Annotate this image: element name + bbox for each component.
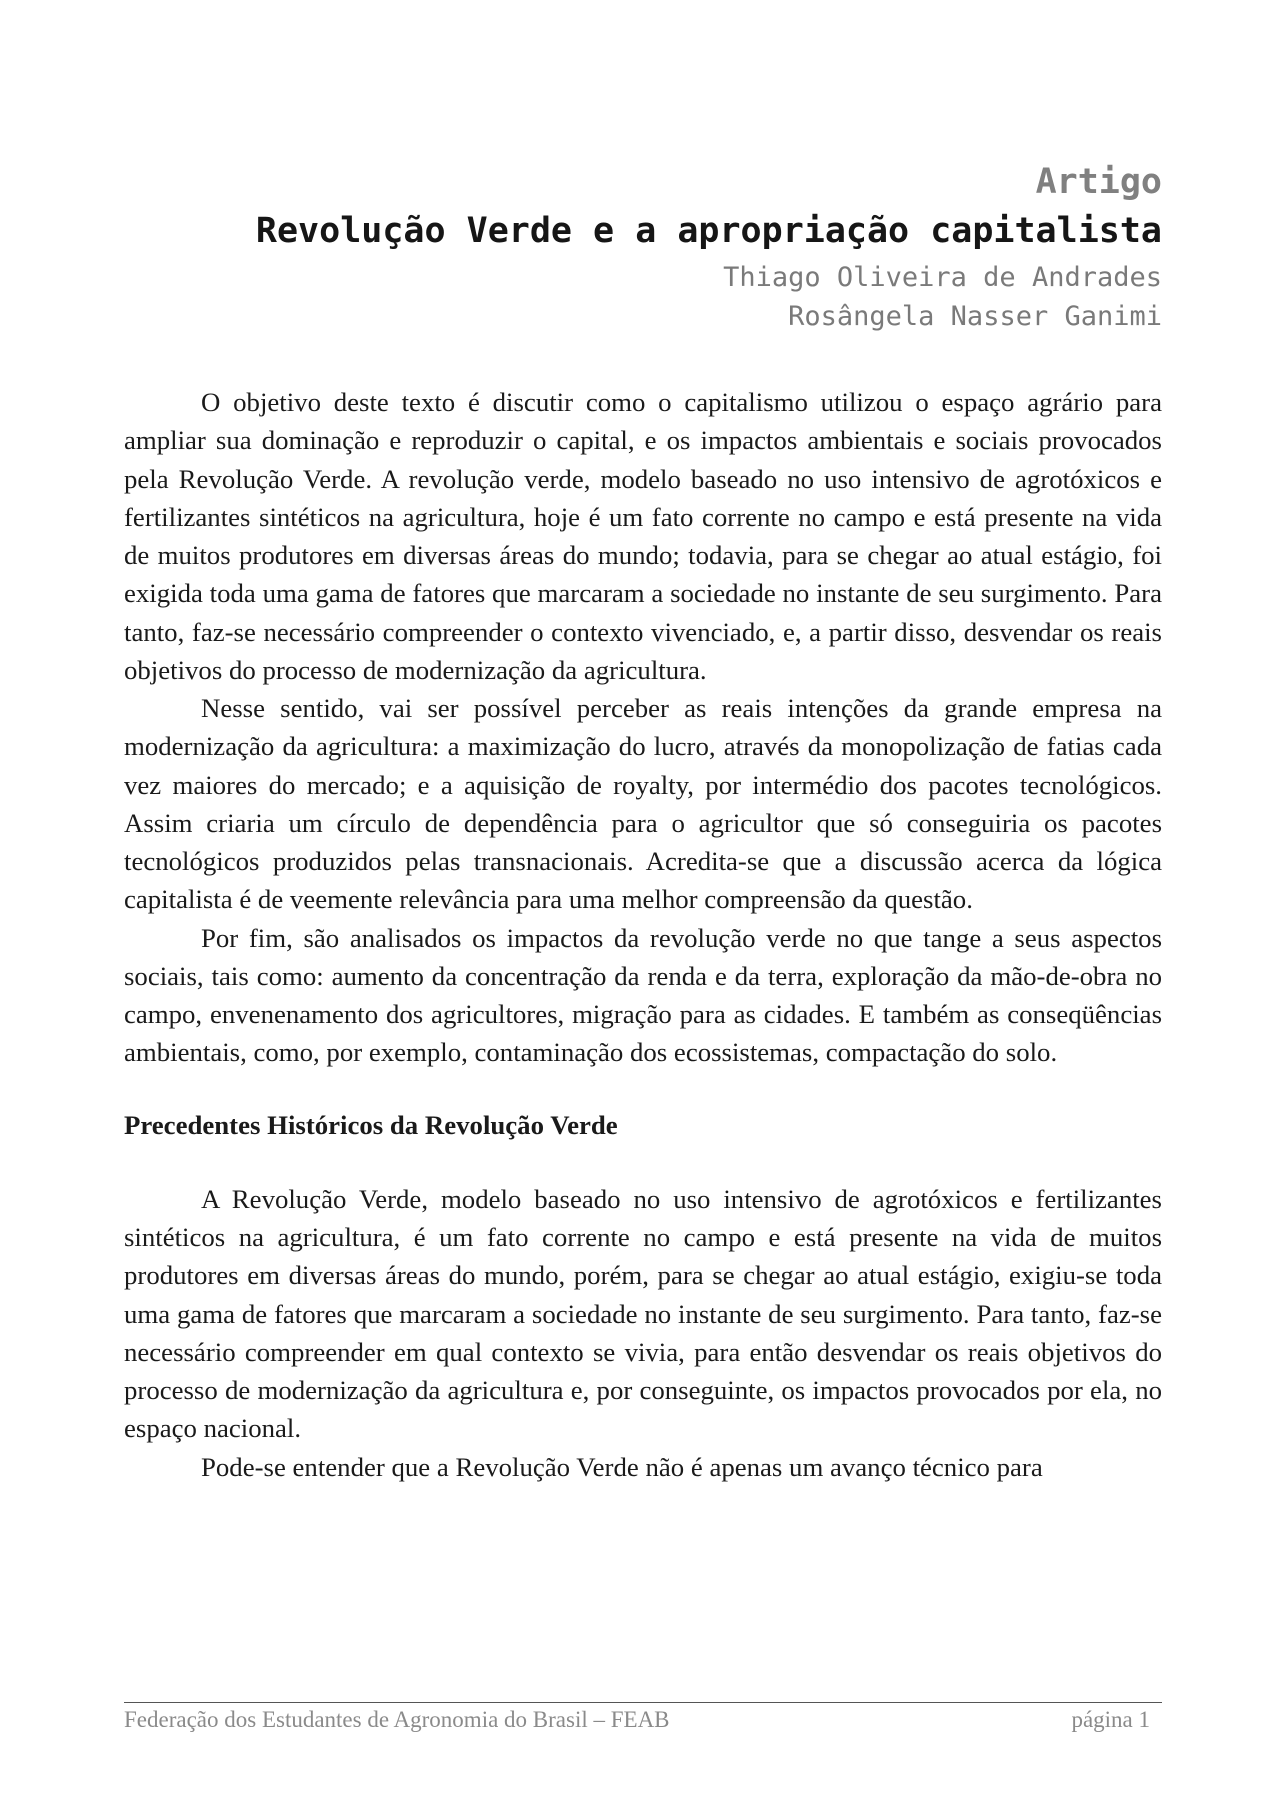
section-heading: Precedentes Históricos da Revolução Verde	[124, 1109, 618, 1140]
article-title: Revolução Verde e a apropriação capitalista	[255, 211, 1162, 251]
footer-organization: Federação dos Estudantes de Agronomia do Brasil – FEAB	[124, 1707, 670, 1732]
body-paragraph: Nesse sentido, vai ser possível perceber as reais intenções da grande empresa na modernização da agricultura: a maximização do lucro, através da monopolização de fatias cada vez maiores do mercado; e a aquisição de royalty, por intermédio dos pacotes tecnológicos. Assim criaria um círculo de dependência para o agricultor que só conseguiria os pacotes tecnológicos produzidos pelas transnacionais. Acredita-se que a discussão acerca da lógica capitalista é de veemente relevância para uma melhor compreensão da questão.	[124, 693, 1162, 915]
author-name: Thiago Oliveira de Andrades	[723, 262, 1162, 293]
page-number: página 1	[1071, 1707, 1150, 1732]
article-body	[124, 383, 1162, 1486]
footer-divider	[124, 1702, 1162, 1703]
article-kind: Artigo	[1035, 162, 1162, 202]
body-paragraph: O objetivo deste texto é discutir como o capitalismo utilizou o espaço agrário para ampliar sua dominação e reproduzir o capital, e os impactos ambientais e sociais provocados pela Revolução Verde. A revolução verde, modelo baseado no uso intensivo de agrotóxicos e fertilizantes sintéticos na agricultura, hoje é um fato corrente no campo e está presente na vida de muitos produtores em diversas áreas do mundo; todavia, para se chegar ao atual estágio, foi exigida toda uma gama de fatores que marcaram a sociedade no instante de seu surgimento. Para tanto, faz-se necessário compreender o contexto vivenciado, e, a partir disso, desvendar os reais objetivos do processo de modernização da agricultura.	[124, 387, 1162, 685]
article-header	[150, 160, 1162, 336]
body-paragraph: Pode-se entender que a Revolução Verde não é apenas um avanço técnico para	[201, 1451, 1043, 1482]
body-paragraph: A Revolução Verde, modelo baseado no uso intensivo de agrotóxicos e fertilizantes sintéticos na agricultura, é um fato corrente no campo e está presente na vida de muitos produtores em diversas áreas do mundo, porém, para se chegar ao atual estágio, exigiu-se toda uma gama de fatores que marcaram a sociedade no instante de seu surgimento. Para tanto, faz-se necessário compreender em qual contexto se vivia, para então desvendar os reais objetivos do processo de modernização da agricultura e, por conseguinte, os impactos provocados por ela, no espaço nacional.	[124, 1183, 1162, 1444]
body-paragraph: Por fim, são analisados os impactos da revolução verde no que tange a seus aspectos sociais, tais como: aumento da concentração da renda e da terra, exploração da mão-de-obra no campo, envenenamento dos agricultores, migração para as cidades. E também as conseqüências ambientais, como, por exemplo, contaminação dos ecossistemas, compactação do solo.	[124, 922, 1162, 1068]
author-name: Rosângela Nasser Ganimi	[788, 301, 1162, 332]
